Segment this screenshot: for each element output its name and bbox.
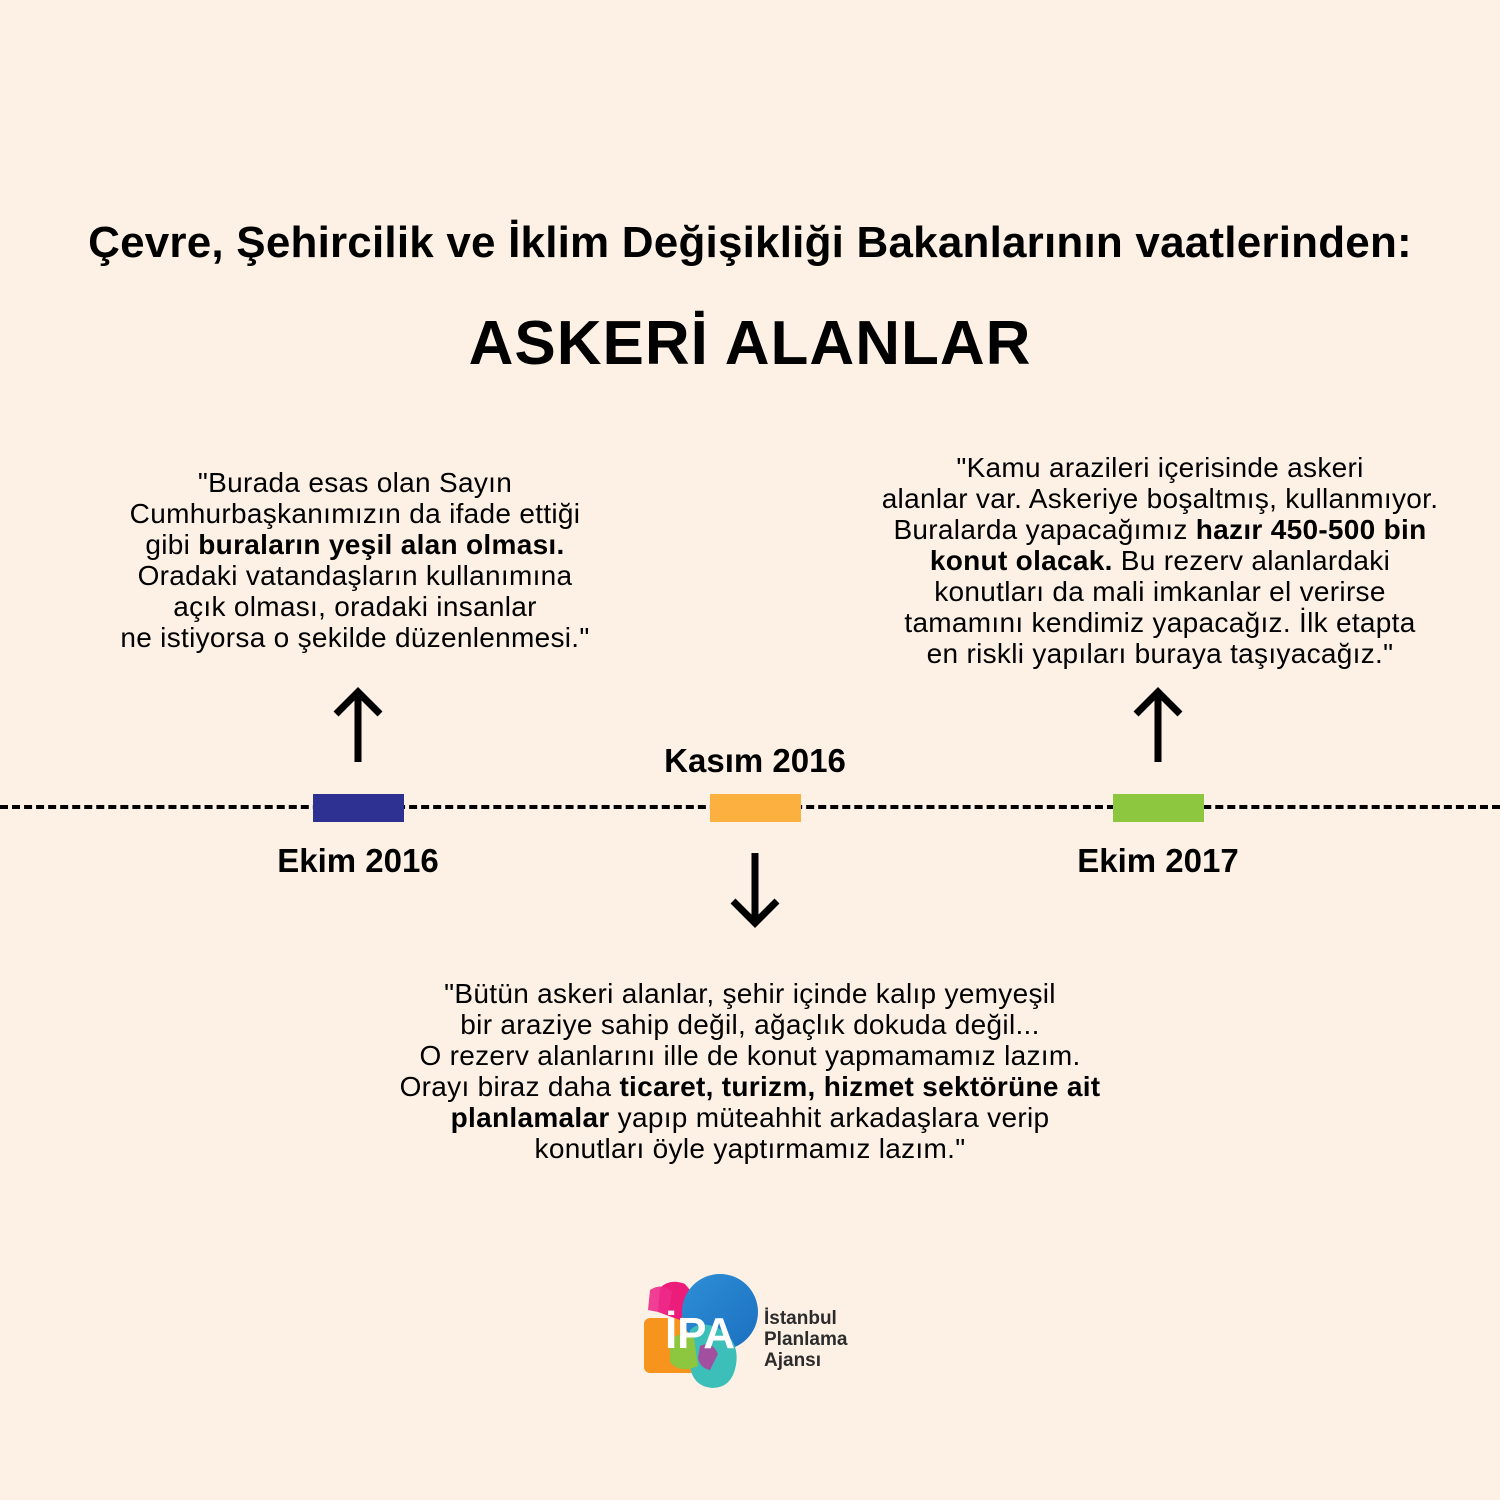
quote-line: tamamını kendimiz yapacağız. İlk etapta	[904, 607, 1416, 638]
logo-name-line: İstanbul	[764, 1308, 837, 1329]
quote-highlight: planlamalar	[450, 1102, 610, 1133]
quote-line: Oradaki vatandaşların kullanımına	[137, 560, 573, 591]
quote-line: konut olacak. Bu rezerv alanlardaki	[929, 545, 1391, 576]
arrow-up-icon	[1128, 682, 1188, 772]
quote-line: en riskli yapıları buraya taşıyacağız."	[926, 638, 1394, 669]
page-title: ASKERİ ALANLAR	[468, 309, 1032, 378]
timeline-marker-kasim-2016	[710, 794, 801, 822]
date-ekim-2016: Ekim 2016	[277, 842, 439, 879]
arrow-up-icon	[328, 682, 388, 772]
quote-kasim-2016	[300, 978, 1200, 1164]
logo-name-line: Planlama	[764, 1329, 848, 1350]
quote-line: açık olması, oradaki insanlar	[173, 591, 537, 622]
quote-highlight: buraların yeşil alan olması.	[198, 529, 565, 560]
ipa-logo-icon	[640, 1270, 760, 1395]
quote-line: "Bütün askeri alanlar, şehir içinde kalıp yemyeşil	[444, 978, 1056, 1009]
date-ekim-2017: Ekim 2017	[1077, 842, 1239, 879]
timeline-marker-ekim-2016	[313, 794, 404, 822]
quote-highlight: hazır 450-500 bin	[1195, 514, 1427, 545]
quote-line: planlamalar yapıp müteahhit arkadaşlara verip	[450, 1102, 1050, 1133]
quote-ekim-2016	[55, 467, 655, 653]
quote-ekim-2017	[810, 452, 1500, 669]
quote-line: konutları da mali imkanlar el verirse	[934, 576, 1386, 607]
quote-line: Cumhurbaşkanımızın da ifade ettiği	[129, 498, 581, 529]
arrow-down-icon	[725, 845, 785, 935]
quote-line: "Kamu arazileri içerisinde askeri	[956, 452, 1364, 483]
logo-name-line: Ajansı	[764, 1350, 822, 1371]
quote-line: ne istiyorsa o şekilde düzenlenmesi."	[120, 622, 590, 653]
quote-highlight: konut olacak.	[929, 545, 1113, 576]
quote-line: gibi buraların yeşil alan olması.	[145, 529, 565, 560]
timeline-marker-ekim-2017	[1113, 794, 1204, 822]
subtitle: Çevre, Şehircilik ve İklim Değişikliği Bakanlarının vaatlerinden:	[88, 218, 1412, 267]
quote-highlight: ticaret, turizm, hizmet sektörüne ait	[619, 1071, 1101, 1102]
logo-name	[764, 1308, 847, 1371]
quote-line: Buralarda yapacağımız hazır 450-500 bin	[893, 514, 1427, 545]
quote-line: konutları öyle yaptırmamız lazım."	[534, 1133, 966, 1164]
quote-line: Orayı biraz daha ticaret, turizm, hizmet sektörüne ait	[399, 1071, 1101, 1102]
quote-line: O rezerv alanlarını ille de konut yapmamamız lazım.	[419, 1040, 1081, 1071]
quote-line: "Burada esas olan Sayın	[197, 467, 513, 498]
date-kasim-2016: Kasım 2016	[664, 742, 846, 779]
quote-line: bir araziye sahip değil, ağaçlık dokuda değil...	[460, 1009, 1040, 1040]
logo-mark-text: İPA	[664, 1309, 736, 1358]
quote-line: alanlar var. Askeriye boşaltmış, kullanmıyor.	[881, 483, 1439, 514]
